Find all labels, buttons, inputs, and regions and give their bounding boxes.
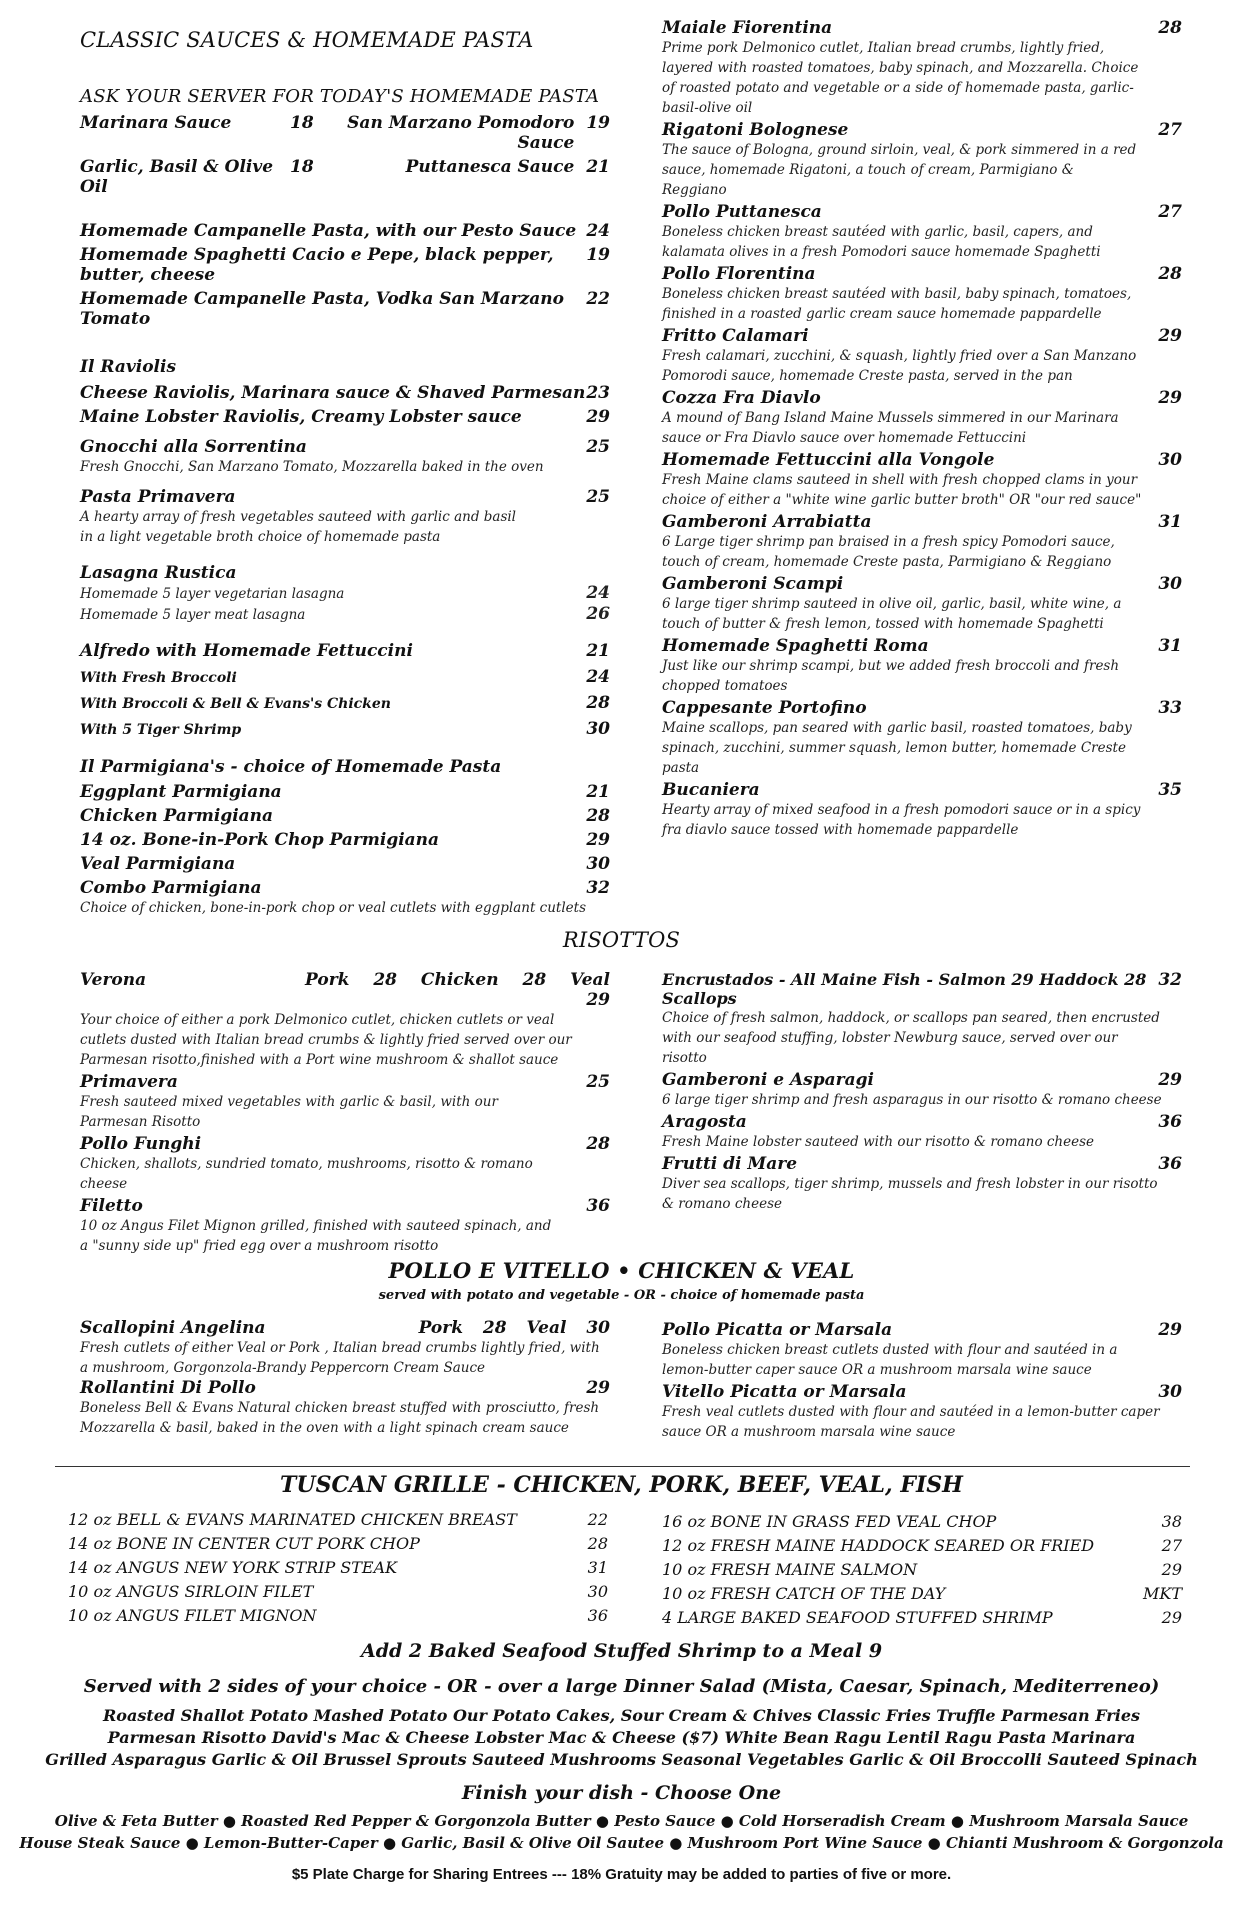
item-name: Homemade Fettuccini alla Vongole: [662, 450, 995, 470]
item-price: 30: [1158, 1382, 1182, 1402]
item-description: A hearty array of fresh vegetables sauteed with garlic and basil in a light vegetable broth choice of homemade pasta: [80, 509, 517, 545]
item-description: A mound of Bang Island Maine Mussels simmered in our Marinara sauce or Fra Diavlo sauce over homemade Fettuccini: [662, 410, 1119, 446]
served-note: Served with 2 sides of your choice - OR - over a large Dinner Salad (Mista, Caesar, Spinach, Mediterreneo): [83, 1676, 1160, 1697]
menu-item: [662, 450, 1182, 470]
item-price: 22: [587, 1510, 608, 1529]
item-name: Gamberoni Arrabiatta: [662, 512, 872, 532]
item-name: Puttanesca Sauce: [405, 157, 575, 177]
item-name: 4 LARGE BAKED SEAFOOD STUFFED SHRIMP: [662, 1608, 1053, 1627]
grille-item: [662, 1560, 1182, 1584]
item-name: 16 oz BONE IN GRASS FED VEAL CHOP: [662, 1512, 997, 1531]
risotto-right-list: [662, 1070, 1182, 1214]
pollo-subtitle: served with potato and vegetable - OR - choice of homemade pasta: [378, 1288, 865, 1303]
grille-item: [68, 1558, 608, 1582]
item-name: Cozza Fra Diavlo: [662, 388, 821, 408]
item-name: With Broccoli & Bell & Evans's Chicken: [80, 696, 391, 712]
item-price: 29: [1158, 388, 1182, 408]
raviolis-heading: Il Raviolis: [80, 357, 177, 377]
item-name: Encrustados - All Maine Fish - Salmon 29 Haddock 28 Scallops: [662, 970, 1147, 1008]
item-description: Boneless chicken breast sautéed with basil, baby spinach, tomatoes, finished in a roasted garlic cream sauce homemade pappardelle: [662, 286, 1132, 322]
risottos-right: [662, 970, 1182, 1214]
item-price: 29: [1158, 1320, 1182, 1340]
menu-item: [662, 264, 1182, 284]
item-price: 31: [1158, 512, 1182, 532]
menu-sub-item: [80, 583, 610, 604]
item-description: 10 oz Angus Filet Mignon grilled, finished with sauteed spinach, and a "sunny side up" fried egg over a mushroom risotto: [80, 1218, 552, 1254]
menu-item: [662, 636, 1182, 656]
item-name: Homemade Campanelle Pasta, with our Pesto Sauce: [80, 221, 577, 241]
item-options: Pork 28 Chicken 28 Veal 29: [305, 970, 610, 1010]
item-description: Fresh Gnocchi, San Marzano Tomato, Mozzarella baked in the oven: [80, 459, 544, 475]
item-name: 12 oz FRESH MAINE HADDOCK SEARED OR FRIED: [662, 1536, 1095, 1555]
item-price: 30: [586, 719, 610, 739]
risottos-left: [80, 970, 610, 1256]
menu-sub-item: [80, 667, 610, 687]
item-description: Fresh cutlets of either Veal or Pork , Italian bread crumbs lightly fried, with a mushroom, Gorgonzola-Brandy Peppercorn Cream Sauce: [80, 1340, 600, 1376]
item-price: 31: [587, 1558, 608, 1577]
item-name: Rollantini Di Pollo: [80, 1378, 256, 1398]
item-price: 29: [1161, 1608, 1182, 1627]
item-price: 29: [1158, 1070, 1182, 1090]
item-name: Gamberoni e Asparagi: [662, 1070, 874, 1090]
pollo-right: [662, 1318, 1182, 1442]
item-price: 24: [586, 583, 610, 603]
item-description: 6 large tiger shrimp sauteed in olive oil, garlic, basil, white wine, a touch of butter & fresh lemon, tossed with homemade Spaghetti: [662, 596, 1122, 632]
menu-item: [662, 120, 1182, 140]
item-description: Fresh sauteed mixed vegetables with garlic & basil, with our Parmesan Risotto: [80, 1094, 498, 1130]
finish-options: House Steak Sauce ● Lemon-Butter-Caper ● Garlic, Basil & Olive Oil Sautee ● Mushroom Port Wine Sauce ● Chianti Mushroom & Gorgonzola: [19, 1834, 1224, 1852]
divider: [55, 1466, 1190, 1467]
item-price: 36: [1158, 1154, 1182, 1174]
item-price: 27: [1158, 202, 1182, 222]
item-description: Maine scallops, pan seared with garlic basil, roasted tomatoes, baby spinach, zucchini, summer squash, lemon butter, homemade Creste pasta: [662, 720, 1132, 776]
item-description: Prime pork Delmonico cutlet, Italian bread crumbs, lightly fried, layered with roasted tomatoes, baby spinach, and Mozzarella. Choice of roasted potato and vegetable or a side of homemade pasta, garlic-basil-olive oil: [662, 40, 1139, 116]
item-name: Maine Lobster Raviolis, Creamy Lobster sauce: [80, 407, 522, 427]
item-name: Eggplant Parmigiana: [80, 782, 282, 802]
entrees-list: [662, 18, 1182, 840]
item-price: 29: [586, 1378, 610, 1398]
item-description: Boneless chicken breast sautéed with garlic, basil, capers, and kalamata olives in a fresh Pomodori sauce homemade Spaghetti: [662, 224, 1101, 260]
item-name: 14 oz ANGUS NEW YORK STRIP STEAK: [68, 1558, 398, 1577]
menu-item: [662, 698, 1182, 718]
menu-item: [662, 1154, 1182, 1174]
menu-item: [662, 780, 1182, 800]
item-name: Gnocchi alla Sorrentina: [80, 437, 307, 457]
sauce-row: [80, 113, 610, 153]
item-name: 12 oz BELL & EVANS MARINATED CHICKEN BREAST: [68, 1510, 517, 1529]
item-name: Scallopini Angelina: [80, 1318, 266, 1338]
section-title: CLASSIC SAUCES & HOMEMADE PASTA: [80, 28, 534, 52]
item-price: 23: [586, 383, 610, 403]
item-name: With 5 Tiger Shrimp: [80, 722, 242, 738]
item-description: Boneless chicken breast cutlets dusted with flour and sautéed in a lemon-butter caper sauce OR a mushroom marsala wine sauce: [662, 1342, 1118, 1378]
item-name: 14 oz. Bone-in-Pork Chop Parmigiana: [80, 830, 440, 850]
item-price: 29: [586, 830, 610, 850]
menu-item: [80, 1196, 610, 1216]
risottos-title: RISOTTOS: [562, 928, 681, 952]
item-name: Cheese Raviolis, Marinara sauce & Shaved Parmesan: [80, 383, 586, 403]
grille-item: [68, 1606, 608, 1630]
sides-row: Grilled Asparagus Garlic & Oil Brussel Sprouts Sauteed Mushrooms Seasonal Vegetables Garlic & Oil Broccolli Sauteed Spinach: [45, 1750, 1198, 1769]
item-name: Bucaniera: [662, 780, 760, 800]
menu-item: [80, 289, 610, 329]
item-name: Pollo Puttanesca: [662, 202, 822, 222]
item-price: 36: [587, 1606, 608, 1625]
menu-item: [662, 202, 1182, 222]
menu-sub-item: [80, 604, 610, 625]
item-price: 21: [586, 641, 610, 661]
menu-item: [662, 388, 1182, 408]
ask-server-note: ASK YOUR SERVER FOR TODAY'S HOMEMADE PASTA: [80, 86, 600, 107]
menu-item: [80, 782, 610, 802]
item-description: Your choice of either a pork Delmonico cutlet, chicken cutlets or veal cutlets dusted with Italian bread crumbs & lightly fried served over our Parmesan risotto,finished with a Port wine mushroom & shallot sauce: [80, 1012, 572, 1068]
sauce-row: [80, 157, 610, 197]
item-price: 30: [586, 854, 610, 874]
item-price: 28: [1158, 264, 1182, 284]
menu-item: [662, 970, 1182, 1008]
item-price: 25: [586, 1072, 610, 1092]
grille-item: [662, 1512, 1182, 1536]
item-name: Marinara Sauce: [80, 113, 232, 133]
item-price: 18: [290, 157, 314, 177]
grille-item: [662, 1608, 1182, 1632]
menu-item: [662, 574, 1182, 594]
classic-sauces-section: [80, 22, 610, 918]
menu-item: [662, 326, 1182, 346]
item-name: Pollo Picatta or Marsala: [662, 1320, 893, 1340]
menu-item: [662, 512, 1182, 532]
item-name: 10 oz ANGUS SIRLOIN FILET: [68, 1582, 314, 1601]
menu-item: [80, 970, 610, 1010]
item-price: 33: [1158, 698, 1182, 718]
item-name: Chicken Parmigiana: [80, 806, 274, 826]
item-name: San Marzano Pomodoro Sauce: [347, 113, 575, 153]
item-name: Primavera: [80, 1072, 178, 1092]
item-description: Hearty array of mixed seafood in a fresh pomodori sauce or in a spicy fra diavlo sauce tossed with homemade pappardelle: [662, 802, 1141, 838]
menu-item: [80, 1378, 610, 1398]
item-price: 22: [586, 289, 610, 309]
menu-item: [662, 1070, 1182, 1090]
menu-item: [80, 854, 610, 874]
item-price: 30: [1158, 450, 1182, 470]
grille-item: [68, 1582, 608, 1606]
item-name: Alfredo with Homemade Fettuccini: [80, 641, 413, 661]
sides-row: Roasted Shallot Potato Mashed Potato Our Potato Cakes, Sour Cream & Chives Classic Fries Truffle Parmesan Fries: [102, 1706, 1140, 1725]
item-name: 10 oz ANGUS FILET MIGNON: [68, 1606, 317, 1625]
finish-title: Finish your dish - Choose One: [461, 1782, 782, 1804]
menu-item: [80, 641, 610, 661]
item-name: Homemade 5 layer vegetarian lasagna: [80, 586, 345, 602]
item-description: Fresh Maine clams sauteed in shell with fresh chopped clams in your choice of either a "white wine garlic butter broth" OR "our red sauce": [662, 472, 1142, 508]
item-price: 29: [1161, 1560, 1182, 1579]
menu-item: [80, 1072, 610, 1092]
risotto-left-list: [80, 1072, 610, 1256]
item-price: 24: [586, 221, 610, 241]
item-price: 32: [1158, 970, 1182, 990]
item-description: Diver sea scallops, tiger shrimp, mussels and fresh lobster in our risotto & romano cheese: [662, 1176, 1158, 1212]
item-name: 14 oz BONE IN CENTER CUT PORK CHOP: [68, 1534, 420, 1553]
item-name: Verona: [80, 970, 147, 990]
item-price: 21: [586, 782, 610, 802]
item-price: 28: [586, 693, 610, 713]
pollo-left: [80, 1318, 610, 1438]
item-description: 6 Large tiger shrimp pan braised in a fresh spicy Pomodori sauce, touch of cream, homemade Creste pasta, Parmigiano & Reggiano: [662, 534, 1115, 570]
item-name: Pollo Funghi: [80, 1134, 202, 1154]
item-price: MKT: [1142, 1584, 1182, 1603]
item-price: 24: [586, 667, 610, 687]
menu-item: [80, 437, 610, 457]
item-name: Garlic, Basil & Olive Oil: [80, 157, 274, 197]
item-description: Fresh calamari, zucchini, & squash, lightly fried over a San Manzano Pomorodi sauce, homemade Creste pasta, served in the pan: [662, 348, 1137, 384]
item-name: Rigatoni Bolognese: [662, 120, 849, 140]
item-name: Maiale Fiorentina: [662, 18, 833, 38]
menu-item: [80, 407, 610, 427]
item-name: Vitello Picatta or Marsala: [662, 1382, 907, 1402]
menu-sub-item: [80, 719, 610, 739]
item-price: 25: [586, 437, 610, 457]
item-price: 29: [1158, 326, 1182, 346]
item-name: Homemade Campanelle Pasta, Vodka San Marzano Tomato: [80, 289, 565, 329]
item-price: 27: [1158, 120, 1182, 140]
item-name: Pollo Florentina: [662, 264, 816, 284]
item-price: 29: [586, 407, 610, 427]
item-options: Pork 28 Veal 30: [418, 1318, 610, 1338]
item-name: 10 oz FRESH MAINE SALMON: [662, 1560, 918, 1579]
grille-left: [68, 1510, 608, 1630]
item-price: 28: [586, 806, 610, 826]
item-name: Veal Parmigiana: [80, 854, 236, 874]
item-price: 28: [587, 1534, 608, 1553]
item-description: Choice of chicken, bone-in-pork chop or veal cutlets with eggplant cutlets: [80, 900, 586, 916]
grille-item: [68, 1534, 608, 1558]
item-name: Filetto: [80, 1196, 143, 1216]
pollo-right-list: [662, 1320, 1182, 1442]
menu-item: [80, 487, 610, 507]
item-price: 30: [587, 1582, 608, 1601]
sides-row: Parmesan Risotto David's Mac & Cheese Lobster Mac & Cheese ($7) White Bean Ragu Lentil Ragu Pasta Marinara: [107, 1728, 1136, 1747]
item-description: Boneless Bell & Evans Natural chicken breast stuffed with prosciutto, fresh Mozzarella & basil, baked in the oven with a light spinach cream sauce: [80, 1400, 600, 1436]
menu-item: [80, 830, 610, 850]
menu-item: [80, 383, 610, 403]
pollo-title: POLLO E VITELLO • CHICKEN & VEAL: [388, 1258, 855, 1283]
item-price: 26: [586, 604, 610, 624]
grille-item: [662, 1584, 1182, 1608]
item-name: Frutti di Mare: [662, 1154, 798, 1174]
menu-item: [80, 806, 610, 826]
menu-item: [80, 1134, 610, 1154]
item-name: 10 oz FRESH CATCH OF THE DAY: [662, 1584, 946, 1603]
entrees-column: [662, 16, 1182, 840]
item-description: Just like our shrimp scampi, but we added fresh broccoli and fresh chopped tomatoes: [662, 658, 1120, 694]
item-name: Homemade 5 layer meat lasagna: [80, 607, 306, 623]
item-description: Fresh veal cutlets dusted with flour and sautéed in a lemon-butter caper sauce OR a mushroom marsala wine sauce: [662, 1404, 1160, 1440]
item-price: 36: [1158, 1112, 1182, 1132]
item-price: 28: [586, 1134, 610, 1154]
menu-item: [662, 1112, 1182, 1132]
item-price: 32: [586, 878, 610, 898]
item-price: 35: [1158, 780, 1182, 800]
item-description: Chicken, shallots, sundried tomato, mushrooms, risotto & romano cheese: [80, 1156, 533, 1192]
item-price: 36: [586, 1196, 610, 1216]
item-price: 27: [1161, 1536, 1182, 1555]
grille-item: [68, 1510, 608, 1534]
footer-note: $5 Plate Charge for Sharing Entrees --- 18% Gratuity may be added to parties of five or more.: [291, 1866, 952, 1883]
grille-right: [662, 1512, 1182, 1632]
grille-item: [662, 1536, 1182, 1560]
item-price: 31: [1158, 636, 1182, 656]
item-description: The sauce of Bologna, ground sirloin, veal, & pork simmered in a red sauce, homemade Rigatoni, a touch of cream, Parmigiano & Reggiano: [662, 142, 1137, 198]
item-price: 19: [586, 245, 610, 265]
add-shrimp-note: Add 2 Baked Seafood Stuffed Shrimp to a Meal 9: [360, 1640, 883, 1662]
item-name: Fritto Calamari: [662, 326, 809, 346]
menu-item: [662, 1320, 1182, 1340]
item-name: Gamberoni Scampi: [662, 574, 844, 594]
item-name: Aragosta: [662, 1112, 747, 1132]
item-price: 28: [1158, 18, 1182, 38]
item-price: 18: [290, 113, 314, 133]
item-name: Pasta Primavera: [80, 487, 236, 507]
item-description: Fresh Maine lobster sauteed with our risotto & romano cheese: [662, 1134, 1095, 1150]
item-name: Homemade Spaghetti Roma: [662, 636, 929, 656]
parmigiana-heading: Il Parmigiana's - choice of Homemade Pasta: [80, 757, 502, 777]
item-name: Cappesante Portofino: [662, 698, 867, 718]
menu-sub-item: [80, 693, 610, 713]
item-description: Choice of fresh salmon, haddock, or scallops pan seared, then encrusted with our seafood stuffing, lobster Newburg sauce, served over our risotto: [662, 1010, 1160, 1066]
item-price: 21: [586, 157, 610, 177]
menu-item: [80, 245, 610, 285]
menu-item: [662, 1382, 1182, 1402]
item-description: 6 large tiger shrimp and fresh asparagus in our risotto & romano cheese: [662, 1092, 1162, 1108]
lasagna-heading: Lasagna Rustica: [80, 563, 237, 583]
menu-item: [80, 878, 610, 898]
item-name: With Fresh Broccoli: [80, 670, 237, 686]
item-price: 38: [1161, 1512, 1182, 1531]
menu-item: [662, 18, 1182, 38]
item-name: Combo Parmigiana: [80, 878, 262, 898]
grille-title: TUSCAN GRILLE - CHICKEN, PORK, BEEF, VEAL, FISH: [280, 1472, 963, 1498]
item-price: 30: [1158, 574, 1182, 594]
item-price: 25: [586, 487, 610, 507]
finish-options: Olive & Feta Butter ● Roasted Red Pepper & Gorgonzola Butter ● Pesto Sauce ● Cold Horseradish Cream ● Mushroom Marsala Sauce: [54, 1812, 1189, 1830]
menu-item: [80, 221, 610, 241]
menu-item: [80, 1318, 610, 1338]
item-price: 19: [586, 113, 610, 133]
item-name: Homemade Spaghetti Cacio e Pepe, black pepper, butter, cheese: [80, 245, 554, 285]
